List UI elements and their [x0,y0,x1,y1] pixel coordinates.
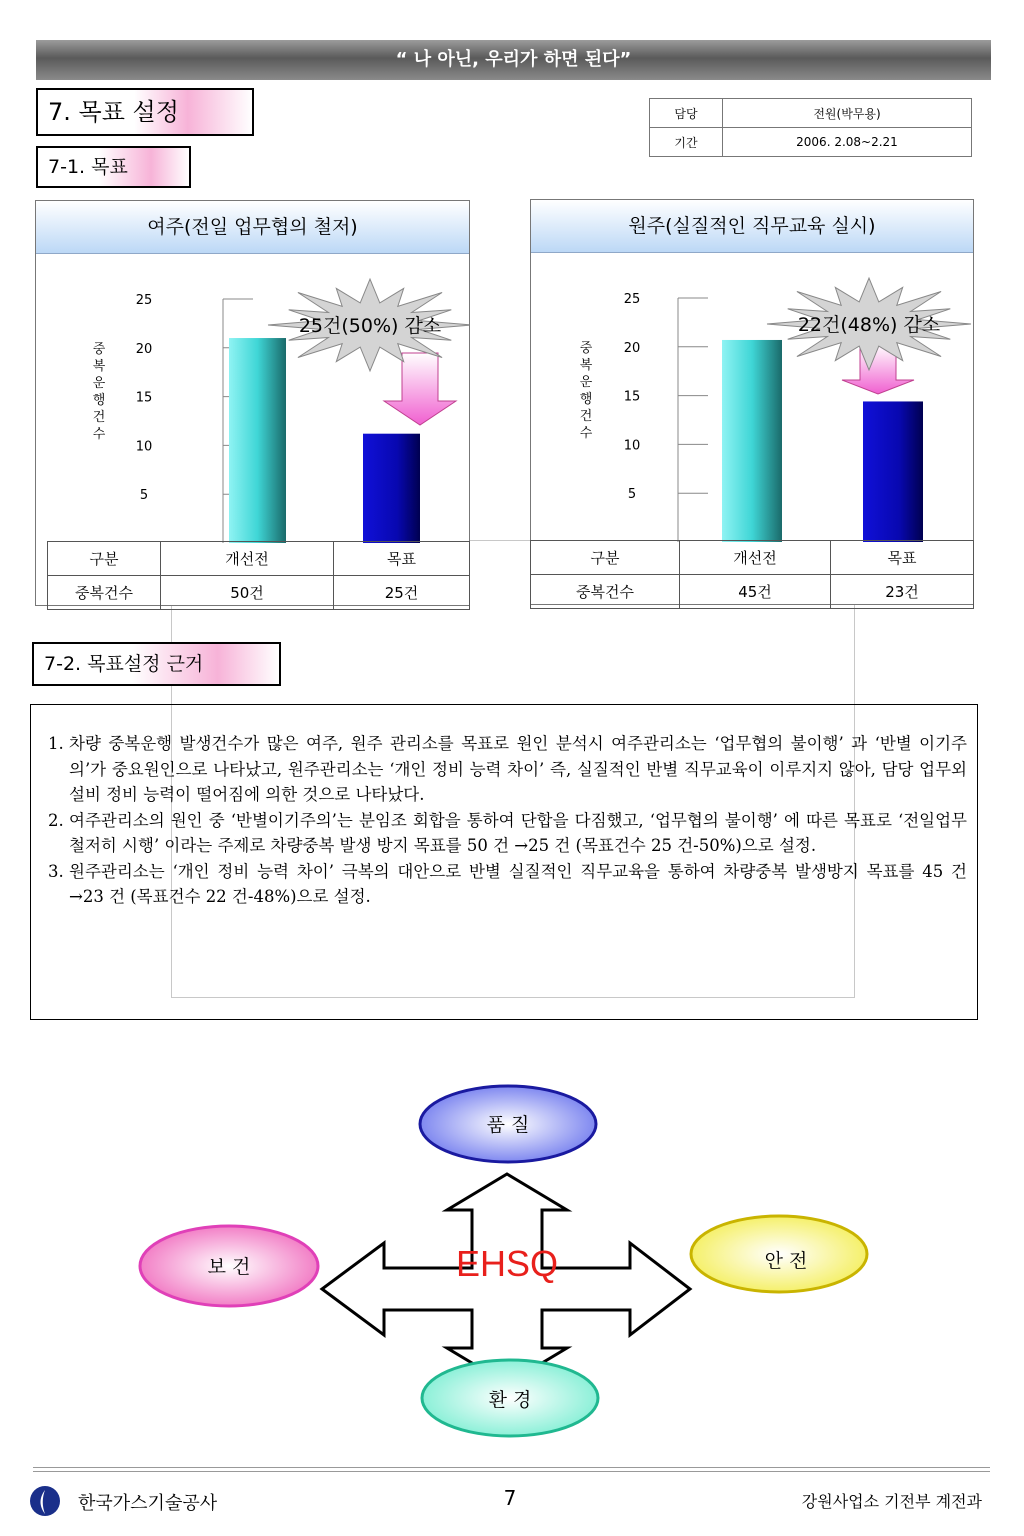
department-name: 강원사업소 기전부 계전과 [801,1492,982,1511]
table-row [48,576,470,610]
page-number: 7 [503,1486,517,1510]
chart-panel-wonju [530,199,974,605]
list-item: 3. 원주관리소는 ‘개인 정비 능력 차이’ 극복의 대안으로 반별 실질적인 직무교육을 통하여 차량중복 발생방지 목표를 45 건 →23 건 (목표건수 22 건-48%)으로 설정. [69,859,967,910]
chart-title-wonju: 원주(실질적인 직무교육 실시) [531,200,973,253]
table-row [531,575,974,609]
footer-divider [33,1471,990,1472]
down-arrow [384,353,456,425]
company-logo-icon [28,1484,62,1518]
table-cell: 중복건수 [48,576,161,610]
bar-target [863,401,923,542]
table-header: 목표 [831,541,974,575]
info-value: 전원(박무용) [723,99,972,128]
chart-title-yeoju: 여주(전일 업무협의 철저) [36,201,469,254]
basis-text-box [30,704,978,1020]
y-tick-label: 20 [623,340,641,356]
table-header: 구분 [48,542,161,576]
table-cell: 25건 [334,576,470,610]
down-arrow [842,344,914,394]
y-axis-label: 중복 운행 건수 [579,341,593,441]
subsection-title-goal: 7-1. 목표 [36,146,191,188]
bar-target [363,434,420,543]
y-tick-label: 25 [135,293,153,308]
info-row [650,128,972,157]
company-name: 한국가스기술공사 [78,1493,218,1514]
info-label: 담당 [650,99,723,128]
quality-label: 품 질 [486,1114,530,1136]
info-label: 기간 [650,128,723,157]
bar-chart-wonju [531,252,973,542]
safety-label: 안 전 [764,1250,808,1272]
y-axis-label: 중복 운행 건수 [92,342,106,442]
environment-label: 환 경 [488,1389,532,1411]
reduction-label: 25건(50%) 감소 [298,315,442,337]
slogan-banner: “ 나 아닌, 우리가 하면 된다” [36,40,991,80]
basis-list [41,731,967,910]
footer-divider [33,1467,990,1468]
table-header: 구분 [531,541,680,575]
y-tick-label: 15 [623,389,641,405]
y-tick-label: 5 [139,488,149,504]
list-item: 1. 차량 중복운행 발생건수가 많은 여주, 원주 관리소를 목표로 원인 분석시 여주관리소는 ‘업무협의 불이행’ 과 ‘반별 이기주의’가 중요원인으로 나타났고, 원주관리소는 ‘개인 정비 능력 차이’ 즉, 실질적인 반별 직무교육이 이루지지 않아, 담당 업무외 설비 정비 능력이 떨어짐에 의한 것으로 나타났다. [69,731,967,808]
ehsq-diagram [130,1080,890,1440]
list-item: 2. 여주관리소의 원인 중 ‘반별이기주의’는 분임조 회합을 통하여 단합을 다짐했고, ‘업무협의 불이행’ 에 따른 목표로 ‘전일업무 철저히 시행’ 이라는 주제로 차량중복 발생 방지 목표를 50 건 →25 건 (목표건수 25 건-50%)으로 설정. [69,808,967,859]
y-tick-label: 10 [135,439,153,455]
section-title: 7. 목표 설정 [36,88,254,136]
health-label: 보 건 [207,1256,251,1278]
y-tick-label: 20 [135,341,153,357]
subsection-title-basis: 7-2. 목표설정 근거 [32,642,281,686]
info-value: 2006. 2.08~2.21 [723,128,972,157]
table-header: 개선전 [680,541,831,575]
bar-before [722,340,782,542]
table-row [48,542,470,576]
y-tick-label: 15 [135,390,153,406]
reduction-label: 22건(48%) 감소 [797,314,941,336]
table-cell: 23건 [831,575,974,609]
y-tick-label: 5 [627,487,637,503]
data-table-wonju [530,540,974,609]
ehsq-center-label: EHSQ [455,1243,559,1284]
table-header: 목표 [334,542,470,576]
table-cell: 중복건수 [531,575,680,609]
table-cell: 50건 [161,576,334,610]
info-row [650,99,972,128]
data-table-yeoju [47,541,470,610]
y-tick-label: 10 [623,438,641,454]
table-cell: 45건 [680,575,831,609]
info-table [649,98,972,157]
bar-before [229,338,286,543]
chart-panel-yeoju [35,200,470,606]
table-row [531,541,974,575]
table-header: 개선전 [161,542,334,576]
y-tick-label: 25 [623,292,641,307]
